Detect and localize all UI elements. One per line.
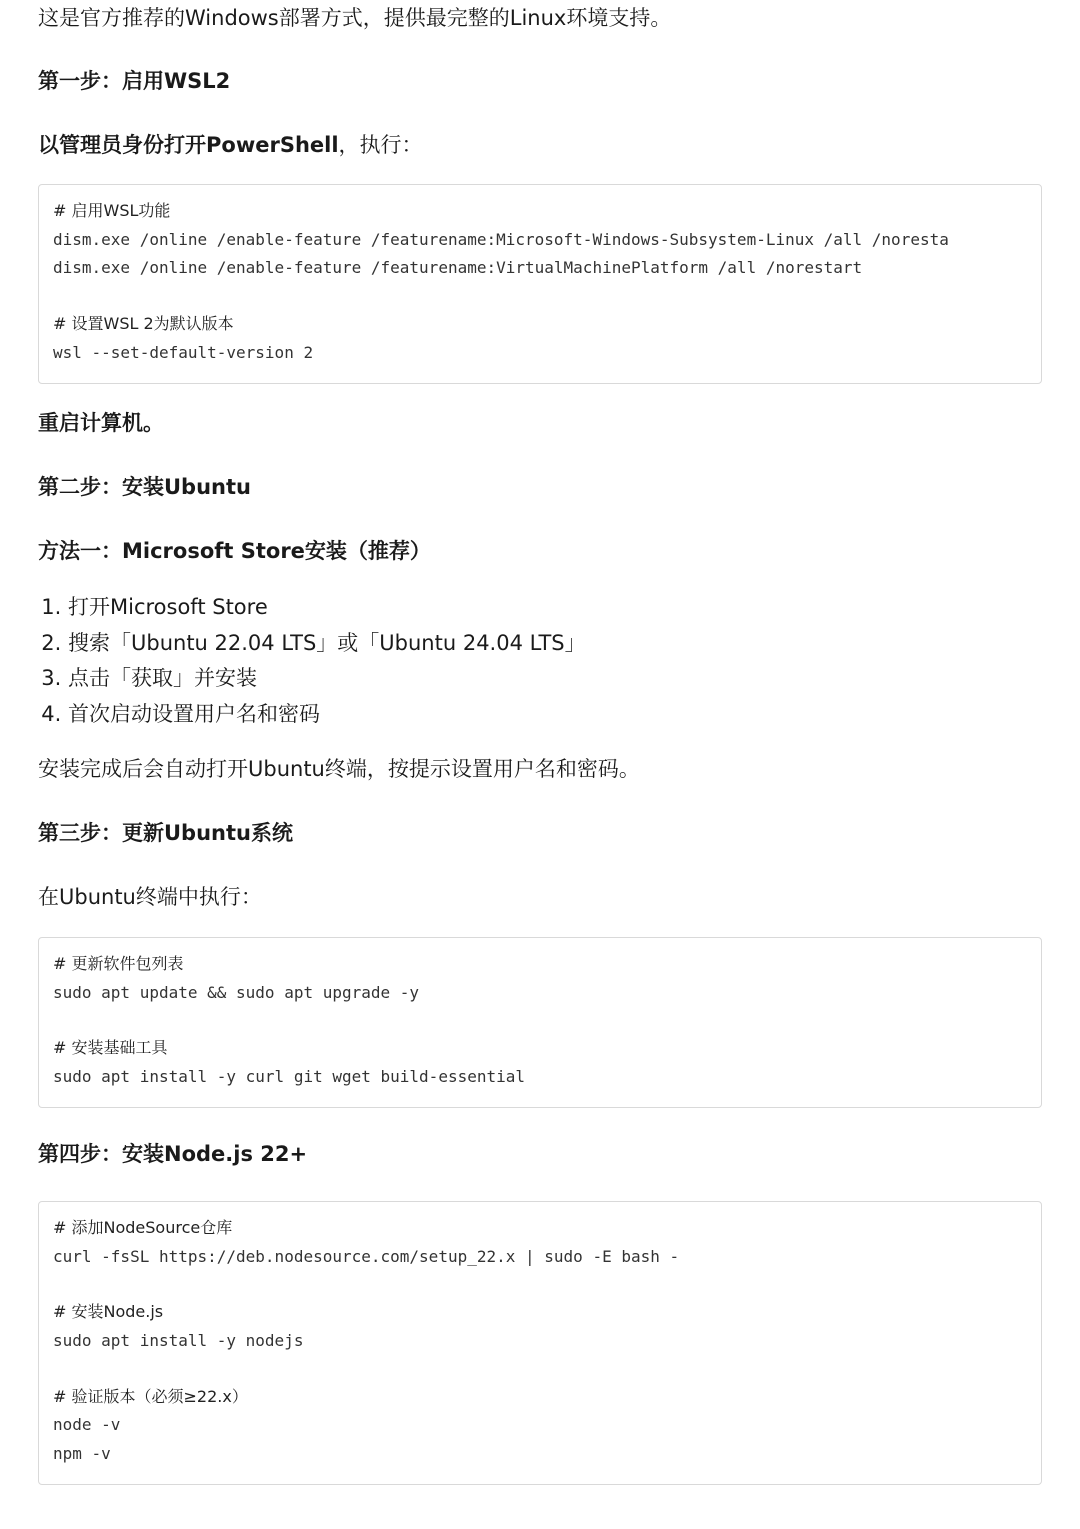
step1-instruction-rest: ，执行： (338, 133, 423, 157)
list-item: 1. 打开Microsoft Store (68, 590, 586, 626)
code-comment: # 添加NodeSource仓库 (53, 1218, 233, 1237)
step2-heading: 第二步：安装Ubuntu (38, 475, 251, 499)
install-note: 安装完成后会自动打开Ubuntu终端，按提示设置用户名和密码。 (38, 757, 640, 781)
code-comment: # 设置WSL 2为默认版本 (53, 314, 234, 334)
code-blank-line (53, 1007, 1027, 1034)
code-line: sudo apt install -y nodejs (53, 1331, 304, 1351)
step1-code-block[interactable] (38, 184, 1042, 384)
reboot-note: 重启计算机。 (38, 411, 164, 435)
code-line: sudo apt update && sudo apt upgrade -y (53, 982, 420, 1002)
step4-code-block[interactable] (38, 1201, 1042, 1485)
code-line: wsl --set-default-version 2 (53, 342, 314, 362)
list-item: 4. 首次启动设置用户名和密码 (68, 697, 586, 733)
step1-instruction-bold: 以管理员身份打开PowerShell (38, 133, 339, 157)
code-line: npm -v (53, 1444, 111, 1464)
code-comment: # 更新软件包列表 (53, 954, 184, 973)
code-line: node -v (53, 1415, 121, 1435)
install-steps-list (38, 590, 586, 732)
step3-heading: 第三步：更新Ubuntu系统 (38, 821, 293, 845)
code-comment: # 验证版本（必须≥22.x） (53, 1386, 248, 1406)
code-line: curl -fsSL https://deb.nodesource.com/setup_22.x | sudo -E bash - (53, 1246, 680, 1266)
code-line: dism.exe /online /enable-feature /featurename:VirtualMachinePlatform /all /norestart (53, 258, 863, 278)
code-blank-line (53, 1356, 1027, 1383)
step3-instruction: 在Ubuntu终端中执行： (38, 885, 262, 909)
code-blank-line (53, 283, 1027, 310)
step1-instruction (38, 130, 423, 160)
step4-heading: 第四步：安装Node.js 22+ (38, 1142, 308, 1166)
method1-heading: 方法一：Microsoft Store安装（推荐） (38, 539, 431, 563)
code-comment: # 安装基础工具 (53, 1038, 168, 1058)
code-line: dism.exe /online /enable-feature /featurename:Microsoft-Windows-Subsystem-Linux /all /noresta (53, 229, 949, 249)
list-item: 2. 搜索「Ubuntu 22.04 LTS」或「Ubuntu 24.04 LTS」 (68, 626, 586, 662)
intro-paragraph: 这是官方推荐的Windows部署方式，提供最完整的Linux环境支持。 (38, 6, 672, 30)
code-comment: # 启用WSL功能 (53, 201, 171, 220)
code-blank-line (53, 1271, 1027, 1298)
code-comment: # 安装Node.js (53, 1302, 164, 1322)
step3-code-block[interactable] (38, 937, 1042, 1108)
list-item: 3. 点击「获取」并安装 (68, 661, 586, 697)
step1-heading: 第一步：启用WSL2 (38, 69, 231, 93)
code-line: sudo apt install -y curl git wget build-essential (53, 1067, 526, 1087)
